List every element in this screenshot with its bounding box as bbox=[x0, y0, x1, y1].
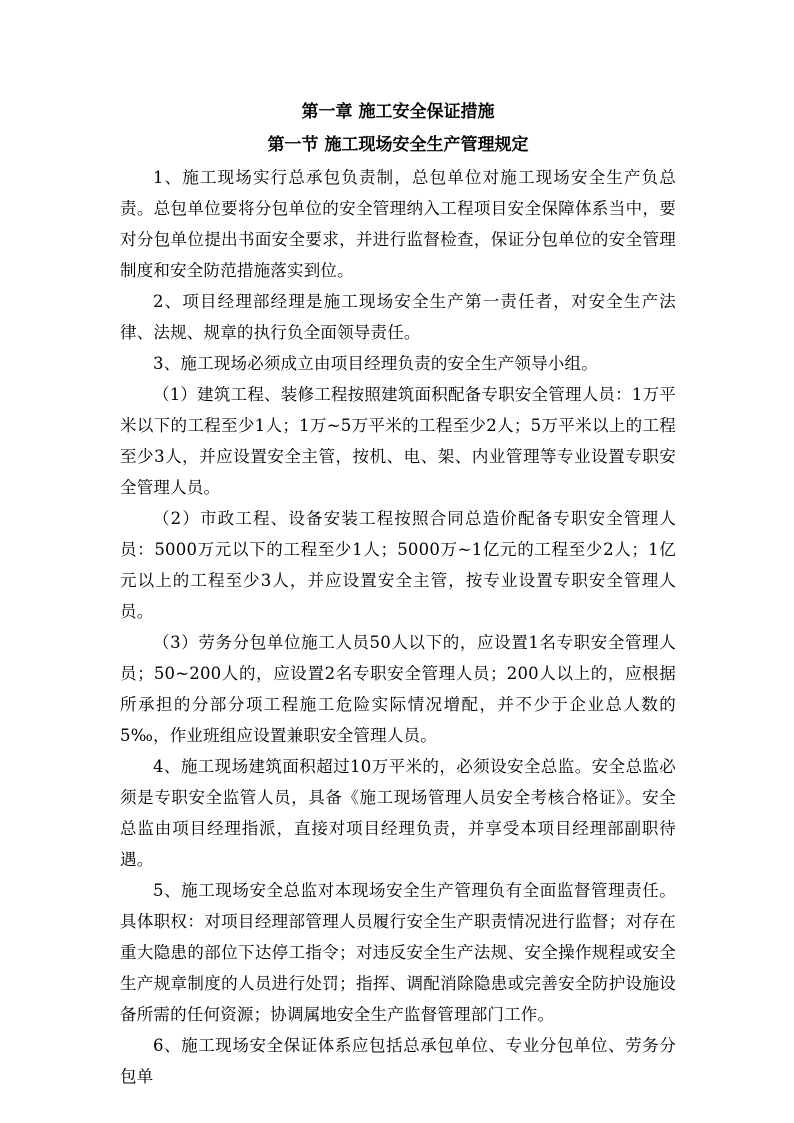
paragraph-2: 2、项目经理部经理是施工现场安全生产第一责任者，对安全生产法律、法规、规章的执行负全面领导责任。 bbox=[120, 292, 676, 342]
chapter-title: 第一章 施工安全保证措施 bbox=[301, 102, 495, 122]
paragraph-3-2: （2）市政工程、设备安装工程按照合同总造价配备专职安全管理人员：5000万元以下的工程至少1人；5000万~1亿元的工程至少2人；1亿元以上的工程至少3人，并应设置安全主管，按专业设置专职安全管理人员。 bbox=[120, 509, 676, 621]
paragraph-3-3: （3）劳务分包单位施工人员50人以下的，应设置1名专职安全管理人员；50~200人的，应设置2名专职安全管理人员；200人以上的，应根据所承担的分部分项工程施工危险实际情况增配，并不少于企业总人数的5‰，作业班组应设置兼职安全管理人员。 bbox=[120, 633, 676, 745]
paragraph-6: 6、施工现场安全保证体系应包括总承包单位、专业分包单位、劳务分包单 bbox=[120, 1036, 676, 1086]
section-title: 第一节 施工现场安全生产管理规定 bbox=[267, 135, 529, 155]
paragraph-5: 5、施工现场安全总监对本现场安全生产管理负有全面监督管理责任。具体职权：对项目经理部管理人员履行安全生产职责情况进行监督；对存在重大隐患的部位下达停工指令；对违反安全生产法规、安全操作规程或安全生产规章制度的人员进行处罚；指挥、调配消除隐患或完善安全防护设施设备所需的任何资源；协调属地安全生产监督管理部门工作。 bbox=[120, 881, 676, 1024]
paragraph-1: 1、施工现场实行总承包负责制，总包单位对施工现场安全生产负总责。总包单位要将分包单位的安全管理纳入工程项目安全保障体系当中，要对分包单位提出书面安全要求，并进行监督检查，保证分包单位的安全管理制度和安全防范措施落实到位。 bbox=[120, 168, 676, 280]
paragraph-3-1: （1）建筑工程、装修工程按照建筑面积配备专职安全管理人员：1万平米以下的工程至少1人；1万~5万平米的工程至少2人；5万平米以上的工程至少3人，并应设置安全主管，按机、电、架、内业管理等专业设置专职安全管理人员。 bbox=[120, 385, 676, 497]
paragraph-3: 3、施工现场必须成立由项目经理负责的安全生产领导小组。 bbox=[153, 354, 598, 373]
paragraph-4: 4、施工现场建筑面积超过10万平米的，必须设安全总监。安全总监必须是专职安全监管人员，具备《施工现场管理人员安全考核合格证》。安全总监由项目经理指派，直接对项目经理负责，并享受本项目经理部副职待遇。 bbox=[120, 757, 676, 869]
page-content bbox=[120, 96, 676, 1092]
